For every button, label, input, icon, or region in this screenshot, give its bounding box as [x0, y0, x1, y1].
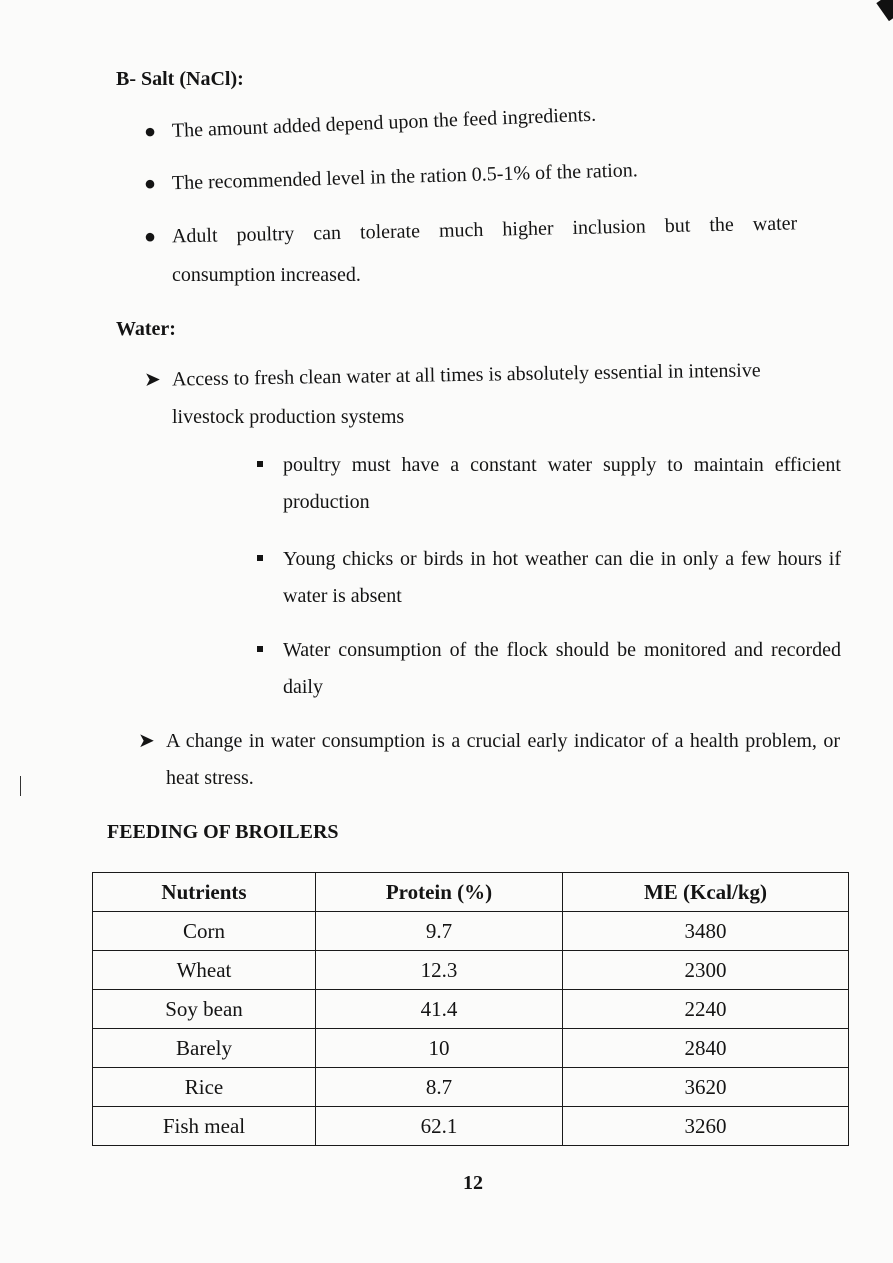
- table-cell: Rice: [93, 1068, 316, 1107]
- salt-bullet-1-text: The amount added depend upon the feed ingredients.: [171, 103, 597, 142]
- water-sub-bullet-3-text: Water consumption of the flock should be monitored and recorded daily: [283, 639, 841, 698]
- water-arrow-item-1: [144, 358, 761, 392]
- scan-corner-mark: [876, 0, 893, 21]
- table-row: [93, 990, 849, 1029]
- table-cell: Soy bean: [93, 990, 316, 1029]
- salt-bullet-1: [144, 103, 597, 144]
- salt-bullet-3: [144, 210, 844, 249]
- table-cell: 9.7: [316, 912, 563, 951]
- water-arrow-item-2-text: A change in water consumption is a crucial early indicator of a health problem, or heat stress.: [166, 730, 840, 789]
- water-arrow-item-2: [138, 723, 840, 797]
- table-header-row: [93, 873, 849, 912]
- water-sub-bullet-2-text: Young chicks or birds in hot weather can die in only a few hours if water is absent: [283, 548, 841, 607]
- table-cell: 2300: [563, 951, 849, 990]
- water-sub-bullet-3: [283, 632, 841, 706]
- bullet-dot-icon: ●: [143, 120, 157, 143]
- salt-heading: B- Salt (NaCl):: [116, 68, 244, 90]
- table-cell: 8.7: [316, 1068, 563, 1107]
- table-cell: 62.1: [316, 1107, 563, 1146]
- table-row: [93, 1068, 849, 1107]
- water-sub-bullet-1-text: poultry must have a constant water supply to maintain efficient production: [283, 454, 841, 513]
- table-cell: 3620: [563, 1068, 849, 1107]
- table-row: [93, 912, 849, 951]
- bullet-dot-icon: ●: [143, 172, 157, 195]
- table-header-cell: ME (Kcal/kg): [563, 873, 849, 912]
- salt-bullet-3-continuation: consumption increased.: [172, 264, 361, 286]
- water-arrow-item-1-line1: Access to fresh clean water at all times is absolutely essential in intensive: [171, 359, 761, 391]
- table-cell: 2840: [563, 1029, 849, 1068]
- water-heading: Water:: [116, 318, 176, 340]
- water-arrow-item-1-line2: livestock production systems: [172, 406, 405, 428]
- table-cell: 41.4: [316, 990, 563, 1029]
- table-cell: 3260: [563, 1107, 849, 1146]
- table-cell: 3480: [563, 912, 849, 951]
- page-number: 12: [463, 1172, 483, 1194]
- salt-bullet-3-text: Adult poultry can tolerate much higher inclusion but the water: [171, 212, 798, 248]
- table-cell: 10: [316, 1029, 563, 1068]
- table-row: [93, 1107, 849, 1146]
- table-header-cell: Nutrients: [93, 873, 316, 912]
- table-header-cell: Protein (%): [316, 873, 563, 912]
- square-bullet-icon: [257, 646, 263, 652]
- water-sub-bullet-1: [283, 447, 841, 521]
- square-bullet-icon: [257, 461, 263, 467]
- salt-bullet-2: [144, 158, 638, 196]
- water-sub-bullet-2: [283, 541, 841, 615]
- square-bullet-icon: [257, 555, 263, 561]
- table-row: [93, 1029, 849, 1068]
- arrow-bullet-icon: ➤: [143, 368, 161, 391]
- table-cell: Wheat: [93, 951, 316, 990]
- table-cell: Corn: [93, 912, 316, 951]
- salt-bullet-2-text: The recommended level in the ration 0.5-1% of the ration.: [171, 159, 639, 195]
- broiler-feed-table: [92, 872, 849, 1146]
- table-cell: 2240: [563, 990, 849, 1029]
- broilers-heading: FEEDING OF BROILERS: [107, 821, 339, 843]
- table-row: [93, 951, 849, 990]
- arrow-bullet-icon: ➤: [138, 730, 155, 752]
- table-cell: Fish meal: [93, 1107, 316, 1146]
- table-cell: 12.3: [316, 951, 563, 990]
- margin-tick-mark: [20, 776, 21, 796]
- table-cell: Barely: [93, 1029, 316, 1068]
- bullet-dot-icon: ●: [143, 225, 157, 248]
